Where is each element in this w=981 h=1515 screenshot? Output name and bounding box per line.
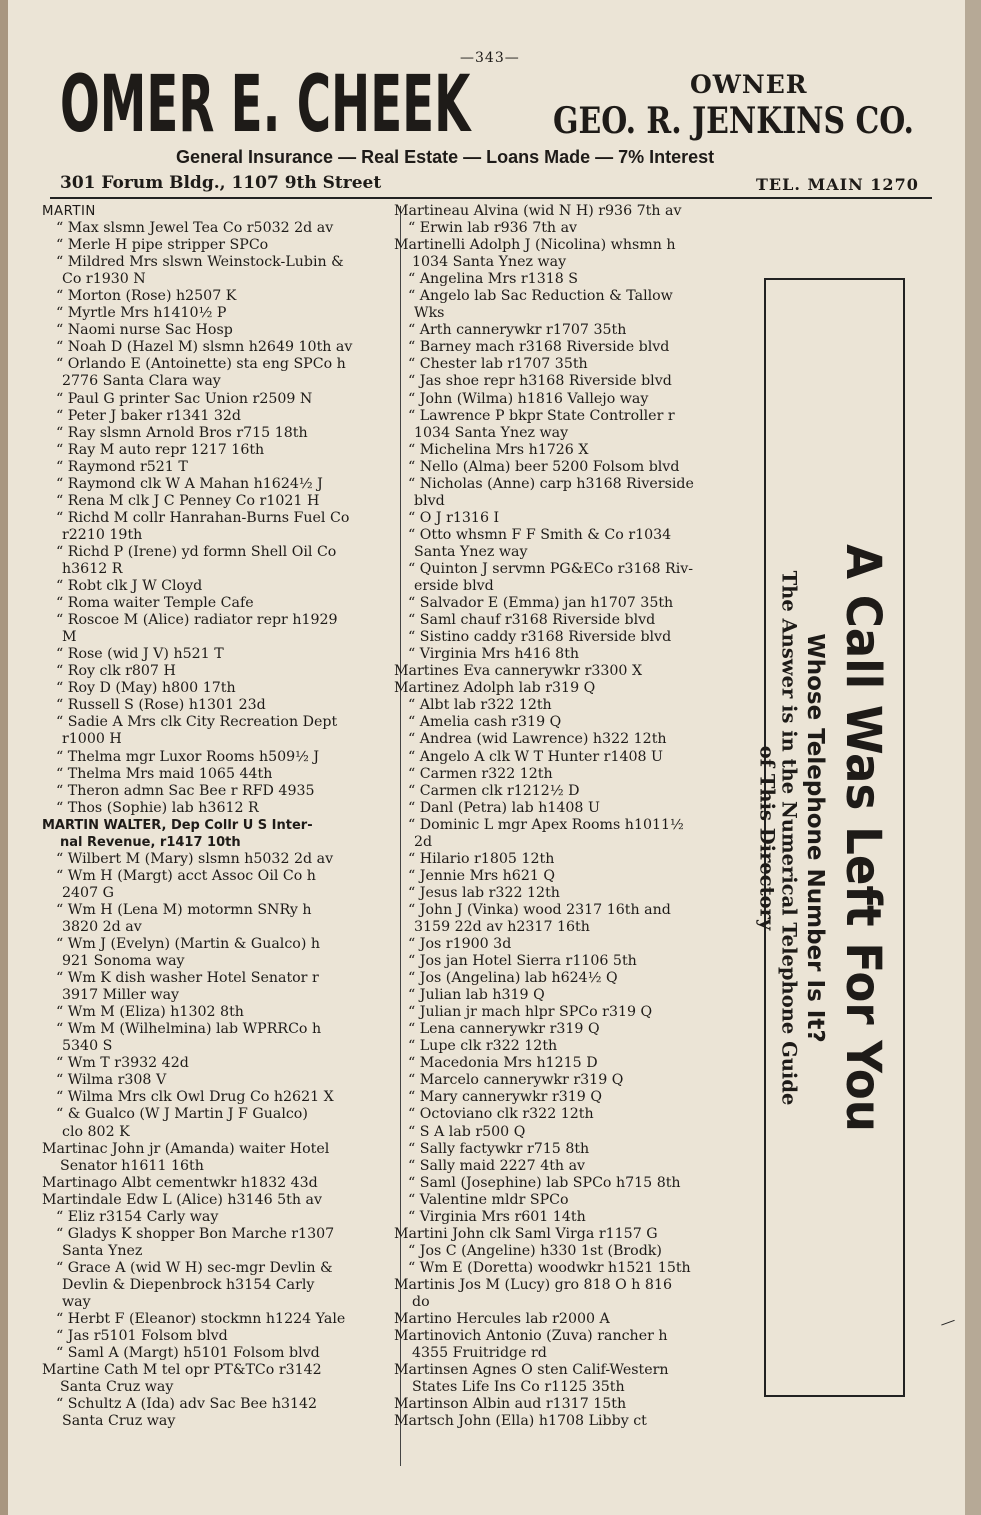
directory-entry: States Life Ins Co r1125 35th xyxy=(412,1379,625,1396)
directory-entry: “ Carmen r322 12th xyxy=(408,765,553,782)
directory-entry: blvd xyxy=(414,492,445,509)
directory-entry: 1034 Santa Ynez way xyxy=(412,254,567,271)
directory-entry: “ Otto whsmn F F Smith & Co r1034 xyxy=(408,526,672,543)
directory-entry: “ Lena cannerywkr r319 Q xyxy=(408,1021,600,1038)
directory-entry: “ Ray M auto repr 1217 16th xyxy=(56,441,265,458)
directory-entry: Martines Eva cannerywkr r3300 X xyxy=(394,663,643,680)
directory-entry: r1000 H xyxy=(62,731,122,748)
directory-entry: “ Hilario r1805 12th xyxy=(408,850,555,867)
directory-entry: “ Lawrence P bkpr State Controller r xyxy=(408,407,675,424)
directory-entry: “ John J (Vinka) wood 2317 16th and xyxy=(408,901,671,918)
directory-entry: “ Jos C (Angeline) h330 1st (Brodk) xyxy=(408,1242,662,1259)
directory-entry: “ Thos (Sophie) lab h3612 R xyxy=(56,799,259,816)
directory-entry: 3917 Miller way xyxy=(62,987,180,1004)
directory-entry: “ Rose (wid J V) h521 T xyxy=(56,646,224,663)
directory-entry: Martineau Alvina (wid N H) r936 7th av xyxy=(394,203,682,219)
directory-entry: “ Salvador E (Emma) jan h1707 35th xyxy=(408,595,674,612)
directory-entry: “ Virginia Mrs h416 8th xyxy=(408,646,580,663)
directory-entry: “ Angelo lab Sac Reduction & Tallow xyxy=(408,288,673,305)
directory-entry: Martinson Albin aud r1317 15th xyxy=(394,1396,627,1413)
directory-entry: “ Jesus lab r322 12th xyxy=(408,884,560,901)
directory-entry: “ Mildred Mrs slswn Weinstock-Lubin & xyxy=(56,254,344,271)
side-ad-question: Whose Telephone Number Is It? xyxy=(801,632,828,1043)
directory-entry: “ John (Wilma) h1816 Vallejo way xyxy=(408,390,649,407)
directory-entry: “ Amelia cash r319 Q xyxy=(408,714,562,731)
directory-entry: 2407 G xyxy=(62,884,114,901)
directory-entry: “ Russell S (Rose) h1301 23d xyxy=(56,697,266,714)
directory-entry: MARTIN xyxy=(42,204,96,219)
directory-entry: “ Robt clk J W Cloyd xyxy=(56,578,203,595)
directory-entry: “ Saml (Josephine) lab SPCo h715 8th xyxy=(408,1174,681,1191)
directory-entry: “ Julian lab h319 Q xyxy=(408,987,545,1004)
directory-entry: “ Rena M clk J C Penney Co r1021 H xyxy=(56,492,320,509)
directory-entry: “ Wm H (Margt) acct Assoc Oil Co h xyxy=(56,867,316,884)
directory-entry: “ Roy clk r807 H xyxy=(56,663,176,680)
directory-entry: “ O J r1316 I xyxy=(408,509,500,526)
directory-entry: “ Peter J baker r1341 32d xyxy=(56,407,242,424)
directory-entry: “ Macedonia Mrs h1215 D xyxy=(408,1055,598,1072)
directory-entry: 2776 Santa Clara way xyxy=(62,373,221,390)
directory-entry: “ Dominic L mgr Apex Rooms h1011½ xyxy=(408,816,684,833)
directory-entry: M xyxy=(62,629,77,646)
directory-entry: “ Max slsmn Jewel Tea Co r5032 2d av xyxy=(56,220,334,237)
directory-entry: “ Wm M (Eliza) h1302 8th xyxy=(56,1004,244,1021)
directory-entry: Santa Cruz way xyxy=(60,1379,174,1396)
directory-entry: Martinovich Antonio (Zuva) rancher h xyxy=(394,1328,668,1345)
directory-entry: “ Nello (Alma) beer 5200 Folsom blvd xyxy=(408,458,680,475)
directory-entry: “ Jos (Angelina) lab h624½ Q xyxy=(408,970,618,987)
directory-entry: “ Barney mach r3168 Riverside blvd xyxy=(408,339,670,356)
directory-entry: Martinsen Agnes O sten Calif-Western xyxy=(394,1362,669,1379)
directory-entry: “ Morton (Rose) h2507 K xyxy=(56,288,237,305)
directory-entry: Santa Ynez xyxy=(62,1242,143,1259)
header-ad-services: General Insurance — Real Estate — Loans Made — 7% Interest xyxy=(176,147,715,167)
page-edge xyxy=(965,0,981,1515)
directory-entry: “ Wilma r308 V xyxy=(56,1072,167,1089)
directory-entry: “ Danl (Petra) lab h1408 U xyxy=(408,799,600,816)
directory-entry: Martinago Albt cementwkr h1832 43d xyxy=(42,1174,318,1191)
directory-entry: “ Naomi nurse Sac Hosp xyxy=(56,322,233,339)
directory-entry: “ Roma waiter Temple Cafe xyxy=(56,595,254,612)
directory-entry: “ Thelma Mrs maid 1065 44th xyxy=(56,765,273,782)
directory-entry: “ Octoviano clk r322 12th xyxy=(408,1106,594,1123)
directory-entry: “ Mary cannerywkr r319 Q xyxy=(408,1089,602,1106)
directory-entry: do xyxy=(412,1294,430,1310)
directory-entry: Martino Hercules lab r2000 A xyxy=(394,1311,610,1328)
directory-entry: “ Marcelo cannerywkr r319 Q xyxy=(408,1072,624,1089)
directory-entry: 2d xyxy=(414,833,433,850)
directory-entry: “ Wm T r3932 42d xyxy=(56,1055,189,1072)
directory-entry: “ Jos jan Hotel Sierra r1106 5th xyxy=(408,953,637,970)
directory-entry: “ Saml chauf r3168 Riverside blvd xyxy=(408,612,656,629)
directory-entry: “ Wm M (Wilhelmina) lab WPRRCo h xyxy=(56,1021,322,1038)
directory-entry: “ Saml A (Margt) h5101 Folsom blvd xyxy=(56,1345,320,1362)
directory-entry: Martsch John (Ella) h1708 Libby ct xyxy=(394,1413,647,1430)
directory-entry: “ & Gualco (W J Martin J F Gualco) xyxy=(56,1106,308,1123)
header-ad-owner-label: OWNER xyxy=(690,70,808,99)
directory-entry: “ Angelina Mrs r1318 S xyxy=(408,271,579,288)
directory-entry: “ Sadie A Mrs clk City Recreation Dept xyxy=(56,714,338,731)
directory-entry: “ Merle H pipe stripper SPCo xyxy=(56,237,269,254)
directory-entry: Senator h1611 16th xyxy=(60,1157,204,1174)
directory-entry: “ Theron admn Sac Bee r RFD 4935 xyxy=(56,782,315,799)
directory-entry: h3612 R xyxy=(62,560,123,577)
side-ad-headline: A Call Was Left For You xyxy=(834,543,891,1132)
directory-entry: 1034 Santa Ynez way xyxy=(414,424,569,441)
side-ad-box xyxy=(755,278,905,1397)
book-spine xyxy=(0,0,8,1515)
directory-entry: “ Roscoe M (Alice) radiator repr h1929 xyxy=(56,612,338,629)
side-ad-answer: The Answer is in the Numerical Telephone Guide xyxy=(777,570,800,1105)
directory-entry: “ Nicholas (Anne) carp h3168 Riverside xyxy=(408,475,694,492)
directory-entry: “ Jennie Mrs h621 Q xyxy=(408,867,556,884)
directory-entry: “ Wm E (Doretta) woodwkr h1521 15th xyxy=(408,1259,691,1276)
directory-entry: erside blvd xyxy=(414,578,494,595)
middle-column xyxy=(394,203,766,1430)
directory-entry: 4355 Fruitridge rd xyxy=(412,1345,547,1362)
directory-entry: “ Andrea (wid Lawrence) h322 12th xyxy=(408,731,667,748)
directory-entry: “ Eliz r3154 Carly way xyxy=(56,1208,219,1225)
directory-entry: “ Sistino caddy r3168 Riverside blvd xyxy=(408,629,672,646)
page-number: —343— xyxy=(460,50,520,66)
directory-entry: “ S A lab r500 Q xyxy=(408,1123,526,1140)
directory-entry: “ Chester lab r1707 35th xyxy=(408,356,588,373)
directory-entry: “ Thelma mgr Luxor Rooms h509½ J xyxy=(56,748,320,765)
directory-entry: “ Schultz A (Ida) adv Sac Bee h3142 xyxy=(56,1396,318,1413)
directory-entry: “ Wm H (Lena M) motormn SNRy h xyxy=(56,901,312,918)
directory-entry: “ Wm J (Evelyn) (Martin & Gualco) h xyxy=(56,936,321,953)
directory-entry: “ Carmen clk r1212½ D xyxy=(408,782,580,799)
header-rule xyxy=(50,197,932,199)
directory-entry: “ Herbt F (Eleanor) stockmn h1224 Yale xyxy=(56,1311,346,1328)
directory-entry: “ Wm K dish washer Hotel Senator r xyxy=(56,970,319,987)
directory-entry: “ Albt lab r322 12th xyxy=(408,697,552,714)
directory-entry: “ Sally maid 2227 4th av xyxy=(408,1157,586,1174)
header-ad-phone: TEL. MAIN 1270 xyxy=(756,175,919,194)
directory-entry: nal Revenue, r1417 10th xyxy=(60,834,241,850)
header-ad-address: 301 Forum Bldg., 1107 9th Street xyxy=(60,173,382,193)
directory-entry: “ Grace A (wid W H) sec-mgr Devlin & xyxy=(56,1259,333,1276)
header-ad-name: OMER E. CHEEK xyxy=(60,60,471,150)
directory-entry: way xyxy=(62,1294,91,1310)
directory-entry: Martinez Adolph lab r319 Q xyxy=(394,680,596,697)
directory-entry: “ Valentine mldr SPCo xyxy=(408,1191,569,1208)
directory-entry: “ Noah D (Hazel M) slsmn h2649 10th av xyxy=(56,339,353,356)
directory-entry: Co r1930 N xyxy=(62,271,146,288)
directory-entry: “ Gladys K shopper Bon Marche r1307 xyxy=(56,1225,335,1242)
directory-entry: “ Erwin lab r936 7th av xyxy=(408,220,578,237)
directory-entry: “ Raymond r521 T xyxy=(56,458,188,475)
directory-entry: “ Wilbert M (Mary) slsmn h5032 2d av xyxy=(56,850,334,867)
directory-entry: Santa Ynez way xyxy=(414,543,528,560)
directory-entry: Wks xyxy=(414,305,445,322)
directory-entry: “ Jas r5101 Folsom blvd xyxy=(56,1328,228,1345)
directory-entry: “ Virginia Mrs r601 14th xyxy=(408,1208,586,1225)
directory-entry: “ Angelo A clk W T Hunter r1408 U xyxy=(408,748,664,765)
directory-entry: “ Quinton J servmn PG&ECo r3168 Riv- xyxy=(408,560,694,577)
directory-entry: “ Orlando E (Antoinette) sta eng SPCo h xyxy=(56,356,346,373)
directory-entry: “ Myrtle Mrs h1410½ P xyxy=(56,305,227,322)
directory-entry: r2210 19th xyxy=(62,526,143,543)
directory-entry: Martinis Jos M (Lucy) gro 818 O h 816 xyxy=(394,1276,673,1293)
directory-entry: “ Julian jr mach hlpr SPCo r319 Q xyxy=(408,1004,653,1021)
directory-entry: “ Richd P (Irene) yd formn Shell Oil Co xyxy=(56,543,337,560)
directory-entry: “ Wilma Mrs clk Owl Drug Co h2621 X xyxy=(56,1089,334,1106)
directory-entry: Martine Cath M tel opr PT&TCo r3142 xyxy=(42,1362,322,1379)
directory-entry: “ Paul G printer Sac Union r2509 N xyxy=(56,390,313,407)
directory-entry: 3159 22d av h2317 16th xyxy=(414,918,590,935)
directory-entry: Martinelli Adolph J (Nicolina) whsmn h xyxy=(394,237,676,254)
directory-entry: “ Raymond clk W A Mahan h1624½ J xyxy=(56,475,323,492)
directory-entry: MARTIN WALTER, Dep Collr U S Inter- xyxy=(42,817,313,833)
directory-entry: “ Roy D (May) h800 17th xyxy=(56,680,236,697)
directory-entry: “ Jos r1900 3d xyxy=(408,936,512,953)
header-ad-company: GEO. R. JENKINS CO. xyxy=(553,100,914,142)
directory-entry: Martindale Edw L (Alice) h3146 5th av xyxy=(42,1191,322,1208)
left-column xyxy=(42,203,388,1430)
directory-entry: Martini John clk Saml Virga r1157 G xyxy=(394,1225,658,1242)
directory-entry: clo 802 K xyxy=(62,1123,130,1140)
directory-entry: 5340 S xyxy=(62,1038,113,1055)
directory-entry: “ Richd M collr Hanrahan-Burns Fuel Co xyxy=(56,509,350,526)
directory-entry: 921 Sonoma way xyxy=(62,953,185,970)
directory-entry: “ Sally factywkr r715 8th xyxy=(408,1140,590,1157)
directory-entry: “ Arth cannerywkr r1707 35th xyxy=(408,322,627,339)
directory-entry: Devlin & Diepenbrock h3154 Carly xyxy=(62,1276,315,1293)
directory-entry: “ Lupe clk r322 12th xyxy=(408,1038,558,1055)
directory-entry: 3820 2d av xyxy=(62,918,142,935)
directory-entry: Santa Cruz way xyxy=(62,1413,176,1430)
directory-entry: “ Ray slsmn Arnold Bros r715 18th xyxy=(56,424,308,441)
side-ad-answer-cont: of This Directory xyxy=(755,745,778,930)
directory-entry: “ Jas shoe repr h3168 Riverside blvd xyxy=(408,373,672,390)
directory-entry: “ Michelina Mrs h1726 X xyxy=(408,441,589,458)
directory-entry: Martinac John jr (Amanda) waiter Hotel xyxy=(42,1140,330,1157)
